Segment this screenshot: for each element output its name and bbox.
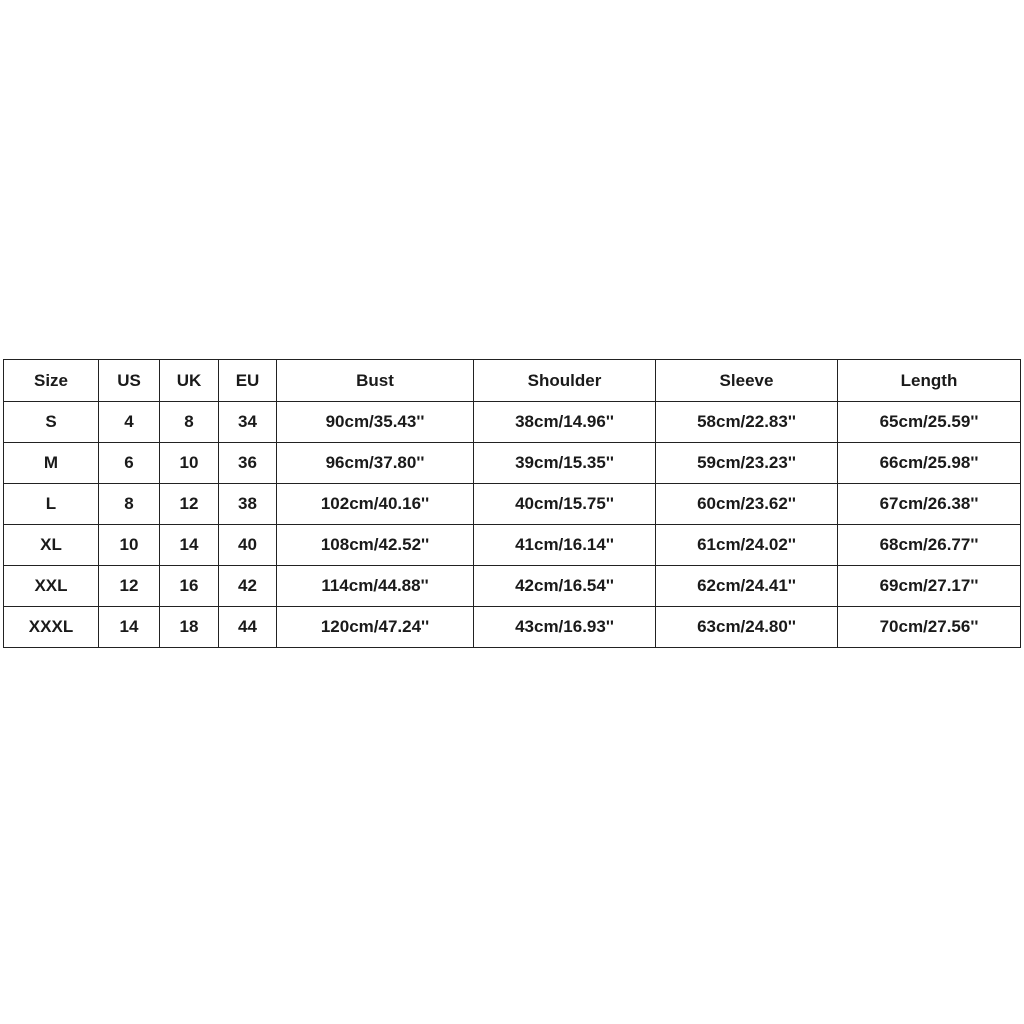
cell-us: 14 [99, 607, 160, 648]
size-chart-table [3, 359, 1021, 648]
cell-eu: 36 [219, 443, 277, 484]
cell-bust: 96cm/37.80'' [277, 443, 474, 484]
cell-us: 12 [99, 566, 160, 607]
header-shoulder: Shoulder [474, 360, 656, 402]
cell-shoulder: 39cm/15.35'' [474, 443, 656, 484]
cell-shoulder: 43cm/16.93'' [474, 607, 656, 648]
cell-uk: 14 [160, 525, 219, 566]
cell-length: 70cm/27.56'' [838, 607, 1021, 648]
cell-uk: 10 [160, 443, 219, 484]
cell-length: 67cm/26.38'' [838, 484, 1021, 525]
cell-size: XXXL [4, 607, 99, 648]
cell-us: 10 [99, 525, 160, 566]
table-row [4, 525, 1021, 566]
cell-length: 66cm/25.98'' [838, 443, 1021, 484]
cell-size: L [4, 484, 99, 525]
cell-eu: 38 [219, 484, 277, 525]
table-row [4, 484, 1021, 525]
cell-eu: 42 [219, 566, 277, 607]
table-row [4, 402, 1021, 443]
table-row [4, 443, 1021, 484]
cell-bust: 108cm/42.52'' [277, 525, 474, 566]
cell-us: 4 [99, 402, 160, 443]
cell-size: XL [4, 525, 99, 566]
cell-bust: 120cm/47.24'' [277, 607, 474, 648]
cell-sleeve: 58cm/22.83'' [656, 402, 838, 443]
cell-uk: 18 [160, 607, 219, 648]
cell-length: 68cm/26.77'' [838, 525, 1021, 566]
header-bust: Bust [277, 360, 474, 402]
cell-sleeve: 59cm/23.23'' [656, 443, 838, 484]
cell-sleeve: 60cm/23.62'' [656, 484, 838, 525]
cell-shoulder: 40cm/15.75'' [474, 484, 656, 525]
cell-shoulder: 41cm/16.14'' [474, 525, 656, 566]
cell-sleeve: 61cm/24.02'' [656, 525, 838, 566]
cell-shoulder: 38cm/14.96'' [474, 402, 656, 443]
cell-length: 69cm/27.17'' [838, 566, 1021, 607]
cell-us: 6 [99, 443, 160, 484]
header-size: Size [4, 360, 99, 402]
cell-eu: 34 [219, 402, 277, 443]
table-row [4, 607, 1021, 648]
header-us: US [99, 360, 160, 402]
cell-size: M [4, 443, 99, 484]
cell-us: 8 [99, 484, 160, 525]
header-length: Length [838, 360, 1021, 402]
cell-uk: 16 [160, 566, 219, 607]
cell-eu: 44 [219, 607, 277, 648]
header-eu: EU [219, 360, 277, 402]
header-sleeve: Sleeve [656, 360, 838, 402]
header-row [4, 360, 1021, 402]
cell-length: 65cm/25.59'' [838, 402, 1021, 443]
cell-uk: 8 [160, 402, 219, 443]
cell-sleeve: 62cm/24.41'' [656, 566, 838, 607]
cell-size: XXL [4, 566, 99, 607]
cell-bust: 102cm/40.16'' [277, 484, 474, 525]
cell-sleeve: 63cm/24.80'' [656, 607, 838, 648]
table-row [4, 566, 1021, 607]
header-uk: UK [160, 360, 219, 402]
cell-eu: 40 [219, 525, 277, 566]
cell-bust: 114cm/44.88'' [277, 566, 474, 607]
cell-shoulder: 42cm/16.54'' [474, 566, 656, 607]
cell-size: S [4, 402, 99, 443]
cell-uk: 12 [160, 484, 219, 525]
cell-bust: 90cm/35.43'' [277, 402, 474, 443]
